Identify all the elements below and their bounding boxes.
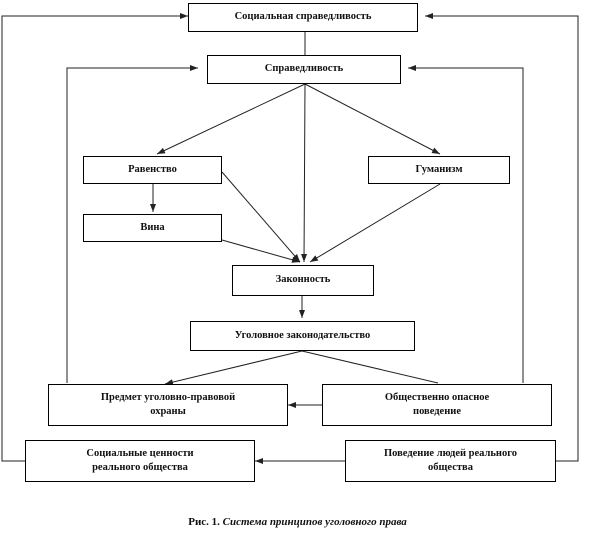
node-subject-line1: Предмет уголовно-правовой — [100, 391, 236, 403]
edge-justice-to-legality — [304, 84, 305, 262]
node-equality-label: Равенство — [128, 163, 177, 175]
node-social-justice — [188, 3, 418, 32]
node-behavior-line2: общества — [428, 462, 473, 473]
node-legality-label: Законность — [275, 274, 331, 286]
node-people-behavior — [345, 440, 556, 482]
edge-dangerous-to-justice — [408, 68, 523, 383]
caption-title: Система принципов уголовного права — [222, 516, 407, 528]
node-values-line2: реального общества — [92, 462, 188, 473]
edge-equality-to-legality — [222, 172, 300, 262]
edge-dangerous-to-criminal-law — [302, 351, 438, 383]
edge-justice-to-humanism — [305, 84, 440, 154]
node-dangerous-behavior — [322, 384, 552, 426]
figure-caption — [0, 516, 595, 528]
edge-criminal-law-to-subject — [165, 351, 302, 384]
node-justice-label: Справедливость — [264, 63, 344, 75]
edge-guilt-to-legality — [222, 240, 300, 262]
node-criminal-law — [190, 321, 415, 351]
node-justice — [207, 55, 401, 84]
edge-justice-to-equality — [157, 84, 305, 154]
node-guilt — [83, 214, 222, 242]
node-dangerous-line1: Общественно опасное — [384, 391, 490, 403]
node-subject-of-protection — [48, 384, 288, 426]
node-equality — [83, 156, 222, 184]
edge-humanism-to-legality — [310, 184, 440, 262]
node-subject-line2: охраны — [150, 406, 186, 417]
node-values-line1: Социальные ценности — [86, 447, 194, 459]
node-criminal-law-label: Уголовное законодательство — [234, 329, 371, 341]
node-social-values — [25, 440, 255, 482]
node-guilt-label: Вина — [140, 221, 165, 233]
node-dangerous-line2: поведение — [413, 406, 461, 417]
node-legality — [232, 265, 374, 296]
caption-number: Рис. 1. — [188, 516, 220, 528]
node-humanism-label: Гуманизм — [415, 163, 463, 175]
node-humanism — [368, 156, 510, 184]
node-social-justice-label: Социальная справедливость — [234, 11, 372, 23]
node-behavior-line1: Поведение людей реального — [383, 447, 517, 459]
